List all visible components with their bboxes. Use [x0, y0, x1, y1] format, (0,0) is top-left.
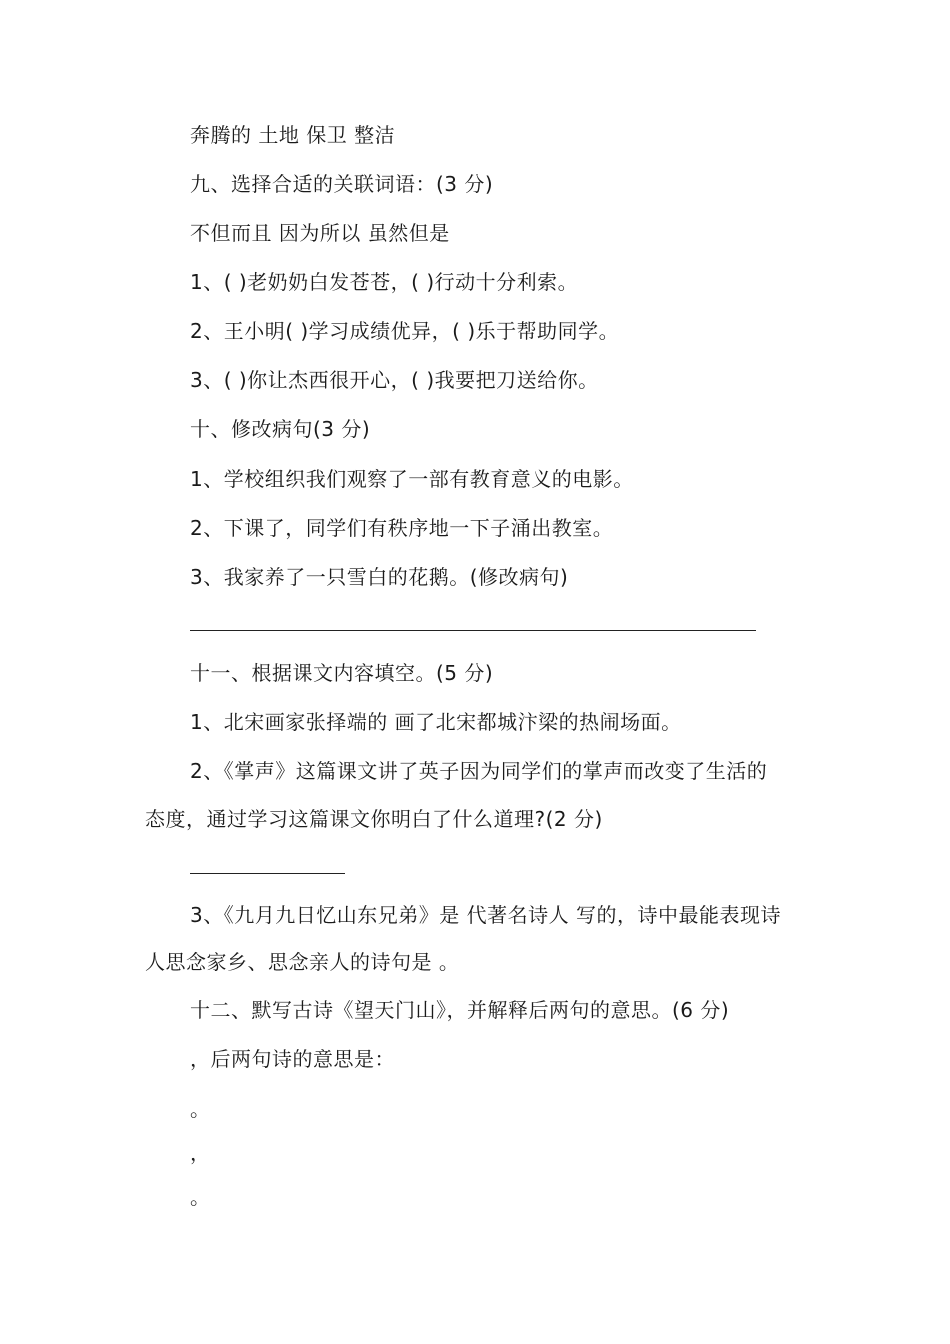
question-10-3: 3、我家养了一只雪白的花鹅。(修改病句) — [190, 565, 569, 589]
blank-line-1: 。 — [190, 1097, 211, 1121]
blank-line-2: ， — [190, 1141, 211, 1165]
question-11-2-continued: 态度，通过学习这篇课文你明白了什么道理?(2 分) — [145, 807, 603, 831]
question-10-1: 1、学校组织我们观察了一部有教育意义的电影。 — [190, 467, 634, 491]
short-answer-line — [190, 873, 345, 874]
section-nine-heading: 九、选择合适的关联词语：(3 分) — [190, 172, 494, 196]
question-9-3: 3、( )你让杰西很开心，( )我要把刀送给你。 — [190, 368, 599, 392]
question-10-2: 2、下课了，同学们有秩序地一下子涌出教室。 — [190, 516, 614, 540]
word-list-line: 奔腾的 土地 保卫 整洁 — [190, 123, 396, 147]
question-9-2: 2、王小明( )学习成绩优异，( )乐于帮助同学。 — [190, 319, 620, 343]
question-11-3: 3、《九月九日忆山东兄弟》是 代著名诗人 写的，诗中最能表现诗 — [190, 903, 781, 927]
answer-line — [190, 630, 756, 631]
question-9-1: 1、( )老奶奶白发苍苍，( )行动十分利索。 — [190, 270, 579, 294]
section-twelve-heading: 十二、默写古诗《望天门山》，并解释后两句的意思。(6 分) — [190, 998, 730, 1022]
poem-meaning-prompt: ，后两句诗的意思是： — [190, 1047, 395, 1071]
conjunction-options: 不但而且 因为所以 虽然但是 — [190, 221, 450, 245]
question-11-1: 1、北宋画家张择端的 画了北宋都城汴梁的热闹场面。 — [190, 710, 682, 734]
question-11-2: 2、《掌声》这篇课文讲了英子因为同学们的掌声而改变了生活的 — [190, 759, 768, 783]
question-11-3-continued: 人思念家乡、思念亲人的诗句是 。 — [145, 950, 460, 974]
section-ten-heading: 十、修改病句(3 分) — [190, 417, 371, 441]
section-eleven-heading: 十一、根据课文内容填空。(5 分) — [190, 661, 494, 685]
blank-line-3: 。 — [190, 1185, 211, 1209]
